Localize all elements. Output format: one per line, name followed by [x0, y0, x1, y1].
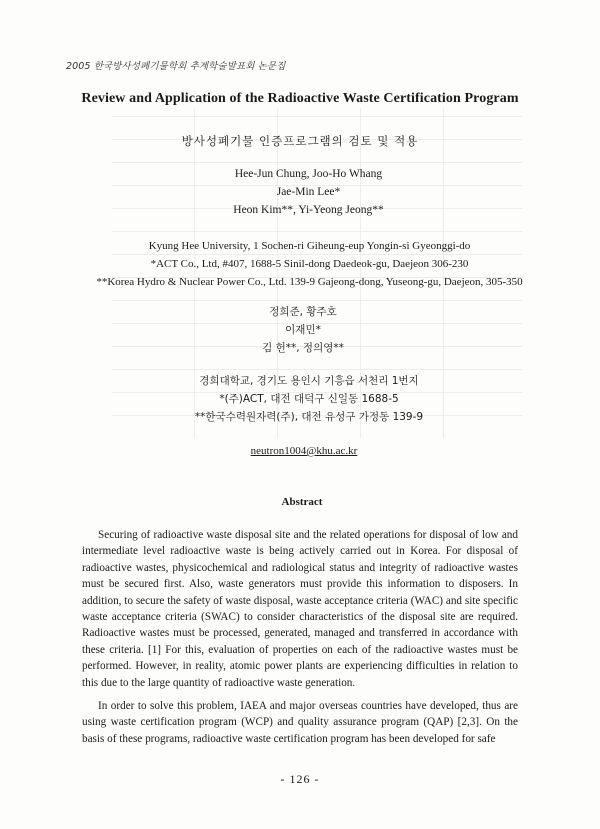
affiliation-line: **Korea Hydro & Nuclear Power Co., Ltd. 139-9 Gajeong-dong, Yuseong-gu, Daejeon, 305-350	[96, 276, 523, 288]
affiliations-korean	[18, 372, 600, 426]
affiliation-line: **한국수력원자력(주), 대전 유성구 가정동 139-9	[194, 411, 424, 423]
running-head: 2005 한국방사성폐기물학회 추계학술발표회 논문집	[66, 61, 286, 72]
abstract-paragraph: Securing of radioactive waste disposal site and the related operations for disposal of low and intermediate level radioactive waste is being actively carried out in Korea. For disposal of radioactive wastes, physicochemical and radiological status and integrity of radioactive wastes must be secured first. Also, waste generators must provide this information to disposers. In addition, to secure the safety of waste disposal, waste acceptance criteria (WAC) and site specific waste acceptance criteria (SWAC) to consider characteristics of the disposal site are required. Radioactive wastes must be processed, generated, managed and transferred in accordance with these criteria. [1] For this, evaluation of properties on each of the radioactive wastes must be performed. However, in reality, atomic power plants are experiencing difficulties in relation to this due to the large quantity of radioactive waste generation.	[82, 529, 518, 689]
page-number: - 126 -	[280, 772, 320, 786]
abstract-paragraph: In order to solve this problem, IAEA and major overseas countries have developed, thus are using waste certification program (WCP) and quality assurance program (QAP) [2,3]. On the basis of these programs, radioactive waste certification program has been developed for safe	[82, 700, 518, 745]
affiliation-line: *(주)ACT, 대전 대덕구 신일동 1688-5	[219, 393, 399, 405]
abstract-body	[82, 527, 518, 754]
affiliations-english	[19, 237, 600, 291]
author-line: Jae-Min Lee*	[276, 186, 341, 198]
email-link[interactable]: neutron1004@khu.ac.kr	[250, 445, 358, 457]
author-line: 김 헌**, 정의영**	[262, 342, 344, 354]
author-line: Heon Kim**, Yi-Yeong Jeong**	[233, 204, 384, 216]
author-line: 이재민*	[285, 324, 321, 336]
affiliation-line: Kyung Hee University, 1 Sochen-ri Giheung-eup Yongin-si Gyeonggi-do	[148, 240, 471, 252]
affiliation-line: *ACT Co., Ltd, #407, 1688-5 Sinil-dong Daedeok-gu, Daejeon 306-230	[150, 258, 469, 270]
authors-korean	[6, 303, 600, 357]
contact-email	[8, 445, 600, 457]
authors-english	[17, 165, 600, 219]
abstract-heading: Abstract	[281, 496, 323, 508]
affiliation-line: 경희대학교, 경기도 용인시 기흥읍 서천리 1번지	[199, 375, 419, 387]
paper-title-english: Review and Application of the Radioactive Waste Certification Program	[81, 91, 519, 106]
author-line: Hee-Jun Chung, Joo-Ho Whang	[234, 168, 383, 180]
paper-title-korean: 방사성폐기물 인증프로그램의 검토 및 적용	[181, 134, 419, 148]
author-line: 정희준, 황주호	[269, 306, 337, 318]
